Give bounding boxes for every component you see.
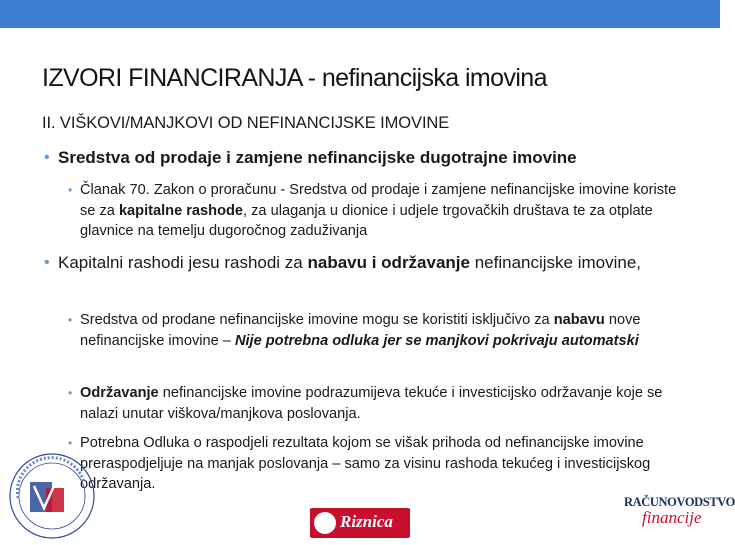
bullet-dot-icon: •	[68, 436, 73, 450]
racunovodstvo-logo	[624, 495, 735, 539]
logo-right-bottom-text: financije	[642, 508, 702, 527]
bullet-dot-icon: •	[68, 183, 73, 197]
sub-bullet-1-1	[68, 180, 688, 242]
sub-bullet-text	[80, 383, 668, 424]
bullet-text: Sredstva od prodaje i zamjene nefinancijske dugotrajne imovine	[58, 148, 577, 167]
sub-bullet-text	[80, 310, 678, 351]
text-bold-italic: Nije potrebna odluka jer se manjkovi pokrivaju automatski	[234, 332, 639, 349]
bullet-item-2	[44, 252, 684, 274]
text-part: nefinancijske imovine podrazumijeva tekuće i investicijsko održavanje koje se nalazi unutar viškova/manjkova poslovanja.	[80, 385, 663, 422]
text-bold: nabavu i održavanje	[307, 253, 470, 272]
sub-bullet-text	[80, 180, 688, 242]
logo-right-top-text: RAČUNOVODSTVO	[624, 495, 735, 509]
top-color-band	[0, 0, 720, 28]
text-part: nefinancijske imovine,	[469, 253, 642, 272]
institution-seal-logo	[0, 438, 104, 540]
bullet-dot-icon: •	[44, 149, 50, 166]
riznica-logo-text: Riznica	[340, 512, 393, 531]
text-bold: kapitalne rashode	[118, 202, 244, 219]
text-part: Sredstva od prodane nefinancijske imovine mogu se koristiti isključivo za	[80, 312, 554, 328]
sub-bullet-2-3	[68, 433, 668, 495]
slide-title: IZVORI FINANCIRANJA - nefinancijska imovina	[42, 64, 547, 92]
sub-bullet-2-2	[68, 383, 668, 424]
bullet-item-1	[44, 147, 684, 169]
section-heading: II. VIŠKOVI/MANJKOVI OD NEFINANCIJSKE IMOVINE	[42, 114, 450, 132]
text-part: Kapitalni rashodi jesu rashodi za	[58, 253, 308, 272]
bullet-dot-icon: •	[68, 313, 73, 327]
text-part: nove nefinancijske imovine –	[80, 312, 641, 349]
text-part: Članak 70. Zakon o proračunu - Sredstva od prodaje i zamjene nefinancijske imovine koriste se za	[80, 182, 677, 219]
bullet-dot-icon: •	[68, 386, 73, 400]
riznica-logo	[310, 508, 410, 538]
sub-bullet-text: Potrebna Odluka o raspodjeli rezultata kojom se višak prihoda od nefinancijske imovine preraspodjeljuje na manjak poslovanja – samo za visinu rashoda tekućeg i investicijskog održavanja.	[80, 435, 651, 492]
text-bold: nabavu	[553, 312, 605, 328]
bullet-dot-icon: •	[44, 254, 50, 271]
bullet-text	[58, 252, 658, 274]
seal-icon	[0, 438, 104, 540]
text-bold: Održavanje	[80, 385, 159, 401]
coat-of-arms-icon	[314, 512, 336, 534]
sub-bullet-2-1	[68, 310, 678, 351]
text-part: , za ulaganja u dionice i udjele trgovačkih društava te za otplate glavnice na temelju dugoročnog zaduživanja	[80, 202, 653, 239]
